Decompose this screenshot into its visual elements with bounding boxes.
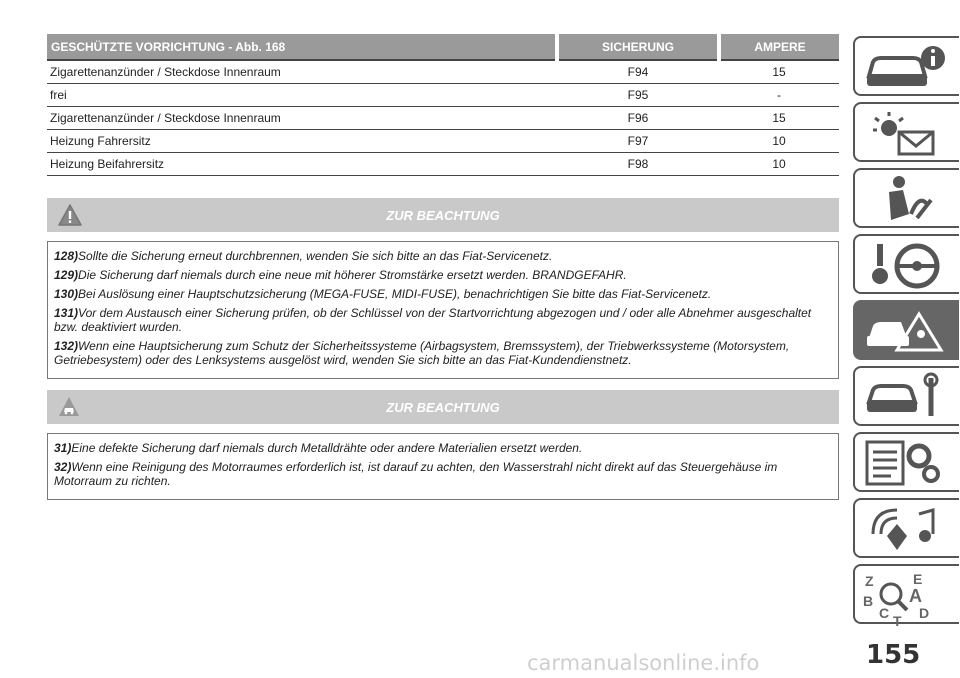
index-letter: B bbox=[863, 593, 874, 609]
note-number: 130) bbox=[54, 287, 79, 301]
table-row bbox=[47, 84, 839, 107]
index-letter: D bbox=[919, 605, 930, 621]
device-cell: Zigarettenanzünder / Steckdose Innenraum bbox=[47, 60, 557, 84]
device-cell: frei bbox=[47, 84, 557, 107]
fuse-table-header bbox=[47, 34, 839, 60]
note-item bbox=[54, 339, 832, 367]
index-letter: C bbox=[879, 605, 890, 621]
multimedia-icon bbox=[861, 504, 951, 554]
fuse-cell: F94 bbox=[557, 60, 719, 84]
ampere-cell: 15 bbox=[719, 60, 839, 84]
device-cell: Zigarettenanzünder / Steckdose Innenraum bbox=[47, 107, 557, 130]
tab-index[interactable] bbox=[853, 564, 959, 624]
table-row bbox=[47, 107, 839, 130]
fuse-table bbox=[47, 34, 839, 176]
note-item bbox=[54, 460, 832, 488]
note-number: 128) bbox=[54, 249, 79, 263]
page-number: 155 bbox=[866, 640, 921, 670]
tab-starting-driving[interactable] bbox=[853, 234, 959, 294]
note-number: 132) bbox=[54, 339, 79, 353]
technical-data-icon bbox=[861, 438, 951, 488]
note-number: 31) bbox=[54, 441, 72, 455]
seat-safety-icon bbox=[861, 174, 951, 224]
tab-multimedia[interactable] bbox=[853, 498, 959, 558]
note-item bbox=[54, 268, 832, 282]
table-row bbox=[47, 153, 839, 176]
tab-emergency[interactable] bbox=[853, 300, 959, 360]
alphabetical-index-icon bbox=[861, 570, 951, 626]
safety-warning-body bbox=[47, 241, 839, 379]
note-item bbox=[54, 306, 832, 334]
tab-maintenance[interactable] bbox=[853, 366, 959, 426]
note-text: Wenn eine Reinigung des Motorraumes erforderlich ist, ist darauf zu achten, den Wasserstrahl nicht direkt auf das Steuergehäuse im Motorraum zu richten. bbox=[54, 460, 778, 488]
index-letter: Z bbox=[865, 573, 874, 589]
ampere-cell: - bbox=[719, 84, 839, 107]
safety-warning-title: ZUR BEACHTUNG bbox=[386, 208, 500, 223]
note-number: 131) bbox=[54, 306, 79, 320]
note-text: Wenn eine Hauptsicherung zum Schutz der Sicherheitssysteme (Airbagsystem, Bremssystem), der Triebwerkssysteme (Motorsystem, Getriebesystem) oder des Lenksystems ausgelöst wird, wenden Sie sich bitte an das Fiat-Kundendienstnetz. bbox=[54, 339, 790, 367]
device-cell: Heizung Beifahrersitz bbox=[47, 153, 557, 176]
fuse-cell: F96 bbox=[557, 107, 719, 130]
warning-lights-icon bbox=[861, 108, 951, 158]
ampere-cell: 15 bbox=[719, 107, 839, 130]
note-text: Vor dem Austausch einer Sicherung prüfen, ob der Schlüssel von der Startvorrichtung abgezogen und / oder alle Abnehmer ausgeschaltet bzw. deaktiviert wurden. bbox=[54, 306, 812, 334]
tab-warning-lights[interactable] bbox=[853, 102, 959, 162]
index-letter: T bbox=[893, 613, 902, 626]
ampere-cell: 10 bbox=[719, 153, 839, 176]
note-text: Eine defekte Sicherung darf niemals durch Metalldrähte oder andere Materialien ersetzt werden. bbox=[71, 441, 583, 455]
ampere-cell: 10 bbox=[719, 130, 839, 153]
note-text: Die Sicherung darf niemals durch eine neue mit höherer Stromstärke ersetzt werden. BRANDGEFAHR. bbox=[78, 268, 627, 282]
index-letter: A bbox=[909, 586, 922, 606]
header-ampere: AMPERE bbox=[719, 34, 839, 60]
emergency-icon bbox=[861, 306, 951, 356]
table-row bbox=[47, 130, 839, 153]
index-letter: E bbox=[913, 571, 923, 587]
note-text: Sollte die Sicherung erneut durchbrennen, wenden Sie sich bitte an das Fiat-Servicenetz. bbox=[78, 249, 553, 263]
table-row bbox=[47, 60, 839, 84]
car-info-icon bbox=[861, 42, 951, 92]
fuse-cell: F98 bbox=[557, 153, 719, 176]
tab-safety[interactable] bbox=[853, 168, 959, 228]
watermark: carmanualsonline.info bbox=[527, 651, 760, 675]
note-item bbox=[54, 249, 832, 263]
vehicle-warning-body bbox=[47, 433, 839, 500]
note-item bbox=[54, 287, 832, 301]
fuse-cell: F97 bbox=[557, 130, 719, 153]
vehicle-warning-title: ZUR BEACHTUNG bbox=[386, 400, 500, 415]
fuse-cell: F95 bbox=[557, 84, 719, 107]
note-item bbox=[54, 441, 832, 455]
note-number: 32) bbox=[54, 460, 72, 474]
note-number: 129) bbox=[54, 268, 79, 282]
header-device: GESCHÜTZTE VORRICHTUNG - Abb. 168 bbox=[47, 34, 557, 60]
steering-wheel-icon bbox=[861, 240, 951, 290]
header-fuse: SICHERUNG bbox=[557, 34, 719, 60]
note-text: Bei Auslösung einer Hauptschutzsicherung (MEGA-FUSE, MIDI-FUSE), benachrichtigen Sie bitte das Fiat-Servicenetz. bbox=[78, 287, 712, 301]
tab-car-info[interactable] bbox=[853, 36, 959, 96]
device-cell: Heizung Fahrersitz bbox=[47, 130, 557, 153]
car-maintenance-icon bbox=[861, 372, 951, 422]
safety-warning-header bbox=[47, 198, 839, 232]
tab-technical-data[interactable] bbox=[853, 432, 959, 492]
vehicle-warning-header bbox=[47, 390, 839, 424]
